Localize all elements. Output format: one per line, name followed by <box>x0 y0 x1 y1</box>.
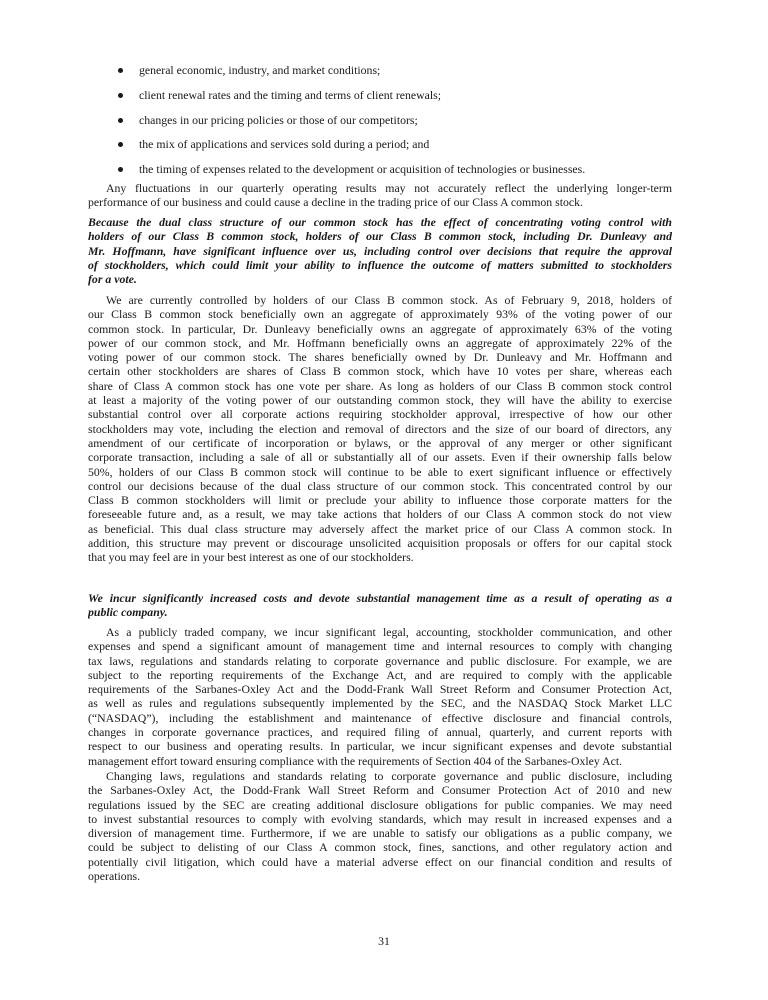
text-line: for a vote. <box>88 272 137 287</box>
text-line: our Class B common stock beneficially own an aggregate of approximately 93% of the voting power of our <box>88 307 672 322</box>
text-line: common stock. In particular, Dr. Dunleavy beneficially owns an aggregate of approximately 63% of the voting <box>88 321 672 336</box>
page-number: 31 <box>378 934 390 948</box>
text-line: requirements of the Sarbanes-Oxley Act and the Dodd-Frank Wall Street Reform and Consumer Protection Act, <box>88 682 672 697</box>
bullet-item <box>118 113 418 127</box>
text-line: substantial control over all corporate actions requiring stockholder approval, irrespective of how our other <box>88 407 672 422</box>
text-line: We are currently controlled by holders of our Class B common stock. As of February 9, 2018, holders of <box>106 293 672 307</box>
bullet-text: changes in our pricing policies or those of our competitors; <box>139 113 418 127</box>
text-line: foreseeable future and, as a result, we may take actions that holders of our Class A common stock do not view <box>88 507 672 522</box>
paragraph <box>88 625 672 768</box>
text-line: changes in corporate governance practices, and required filing of annual, quarterly, and current reports with <box>88 725 672 740</box>
section-heading <box>88 215 672 286</box>
text-line: expenses and spend a significant amount of management time and internal resources to comply with changing <box>88 639 672 654</box>
bullet-text: the timing of expenses related to the development or acquisition of technologies or businesses. <box>139 162 586 176</box>
bullet-icon <box>118 68 123 73</box>
text-line: at least a majority of the voting power of our outstanding common stock, they will have the ability to exercise <box>88 393 672 408</box>
paragraph <box>88 769 672 883</box>
text-line: holders of our Class B common stock, holders of our Class B common stock, including Dr. Dunleavy and <box>88 229 672 244</box>
text-line: Any fluctuations in our quarterly operating results may not accurately reflect the underlying longer-term <box>106 181 672 195</box>
text-line: diversion of management time. Furthermore, if we are unable to satisfy our obligations as a public company, we <box>88 826 672 841</box>
text-line: respect to our business and operating results. In particular, we incur significant expenses and devote substantial <box>88 739 672 754</box>
bullet-text: the mix of applications and services sold during a period; and <box>139 137 430 151</box>
paragraph <box>88 293 672 565</box>
text-line: certain other stockholders are shares of Class B common stock, which have 10 votes per share, whereas each <box>88 364 672 379</box>
bullet-item <box>118 88 441 102</box>
text-line: addition, this structure may prevent or discourage unsolicited acquisition proposals or offers for our capital stock <box>88 536 672 551</box>
text-line: operations. <box>88 869 141 884</box>
text-line: Class B common stockholders will limit or preclude your ability to influence those corporate matters for the <box>88 493 672 508</box>
bullet-icon <box>118 142 123 147</box>
bullet-text: client renewal rates and the timing and terms of client renewals; <box>139 88 442 102</box>
text-line: Because the dual class structure of our common stock has the effect of concentrating voting control with <box>88 215 672 229</box>
text-line: power of our common stock, and Mr. Hoffmann beneficially owns an aggregate of approximately 22% of the <box>88 335 672 350</box>
text-line: As a publicly traded company, we incur significant legal, accounting, stockholder communication, and other <box>106 625 672 639</box>
text-line: share of Class A common stock has one vote per share. As long as holders of our Class B common stock control <box>88 378 672 393</box>
text-line: as beneficial. This dual class structure may adversely affect the market price of our Class A common stock. In <box>88 521 672 536</box>
text-line: Mr. Hoffmann, have significant influence over us, including control over decisions that require the approval <box>88 243 672 258</box>
text-line: to invest substantial resources to comply with evolving standards, which may result in increased expenses and a <box>88 811 672 826</box>
bullet-icon <box>118 118 123 123</box>
text-line: 50%, holders of our Class B common stock will continue to be able to exert significant influence or effectively <box>88 464 672 479</box>
bullet-icon <box>118 167 123 172</box>
text-line: the Sarbanes-Oxley Act, the Dodd-Frank Wall Street Reform and Consumer Protection Act of 2010 and new <box>88 783 672 798</box>
text-line: Changing laws, regulations and standards relating to corporate governance and public disclosure, including <box>106 769 672 783</box>
text-line: could be subject to delisting of our Class A common stock, fines, sanctions, and other regulatory action and <box>88 840 672 855</box>
section-heading <box>88 591 672 620</box>
text-line: tax laws, regulations and standards relating to corporate governance and public disclosure. For example, we are <box>88 653 672 668</box>
bullet-item <box>118 162 585 176</box>
text-line: subject to the reporting requirements of the Exchange Act, and are required to comply with the applicable <box>88 667 672 682</box>
text-line: corporate transaction, including a sale of all or substantially all of our assets. Even if their ownership falls below <box>88 450 672 465</box>
text-line: as well as rules and regulations subsequently implemented by the SEC, and the NASDAQ Stock Market LLC <box>88 696 672 711</box>
text-line: control our decisions because of the dual class structure of our common stock. This concentrated control by our <box>88 478 672 493</box>
text-line: public company. <box>88 605 168 620</box>
text-line: voting power of our common stock. The shares beneficially owned by Dr. Dunleavy and Mr. Hoffmann and <box>88 350 672 365</box>
text-line: that you may feel are in your best interest as one of our stockholders. <box>88 550 414 565</box>
text-line: performance of our business and could cause a decline in the trading price of our Class A common stock. <box>88 195 584 210</box>
text-line: stockholders may vote, including the election and removal of directors and the size of our board of directors, any <box>88 421 672 436</box>
text-line: amendment of our certificate of incorporation or bylaws, or the approval of any merger or other significant <box>88 435 672 450</box>
text-line: management effort toward ensuring compliance with the requirements of Section 404 of the Sarbanes-Oxley Act. <box>88 753 623 768</box>
text-line: potentially civil litigation, which could have a material adverse effect on our financial condition and results of <box>88 854 672 869</box>
bullet-item <box>118 137 429 151</box>
text-line: We incur significantly increased costs and devote substantial management time as a result of operating as a <box>88 591 672 605</box>
text-line: regulations issued by the SEC are creating additional disclosure obligations for public companies. We may need <box>88 797 672 812</box>
text-line: of stockholders, which could limit your ability to influence the outcome of matters submitted to stockholders <box>88 257 672 272</box>
bullet-item <box>118 63 380 77</box>
bullet-text: general economic, industry, and market conditions; <box>139 63 381 77</box>
paragraph <box>88 181 672 210</box>
text-line: (“NASDAQ”), including the establishment and maintenance of effective disclosure and financial controls, <box>88 710 672 725</box>
bullet-icon <box>118 93 123 98</box>
